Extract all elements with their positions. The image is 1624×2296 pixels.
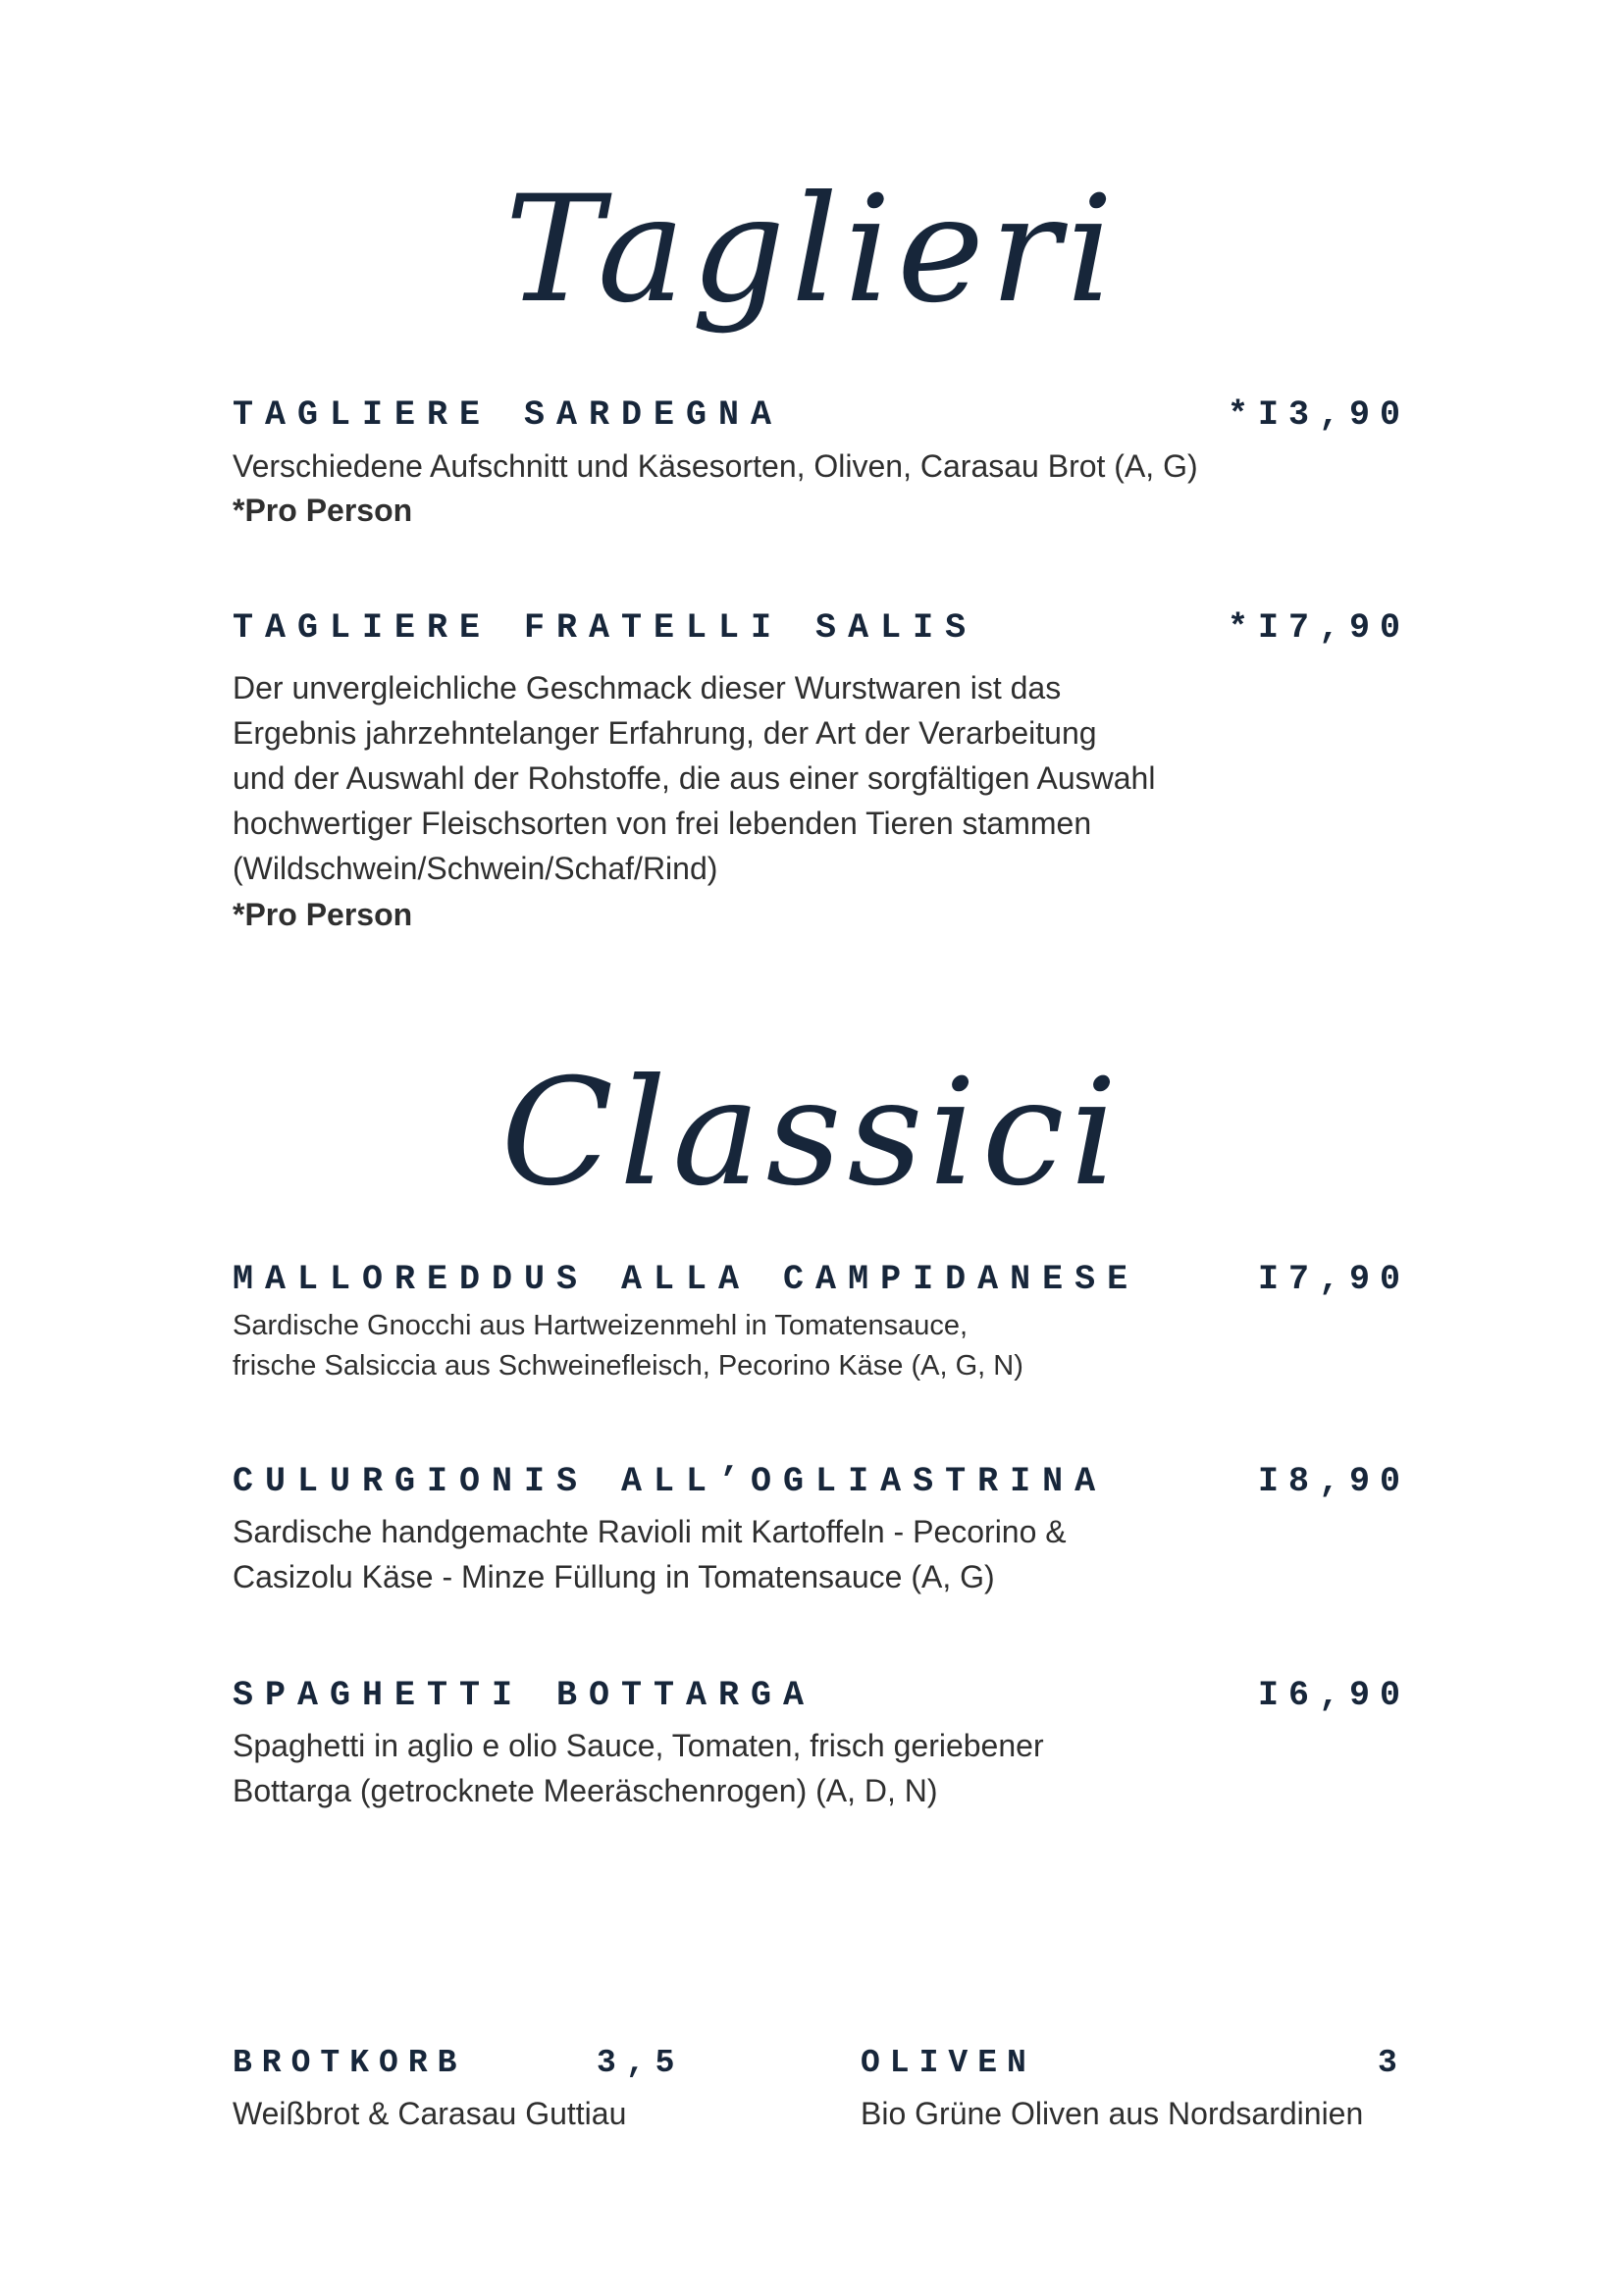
description-line: Casizolu Käse - Minze Füllung in Tomatensauce (A, G) — [233, 1559, 995, 1594]
item-price-spaghetti-bottarga: I6,90 — [1257, 1676, 1410, 1715]
extra-description-brotkorb: Weißbrot & Carasau Guttiau — [233, 2096, 627, 2131]
description-line: Ergebnis jahrzehntelanger Erfahrung, der Art der Verarbeitung — [233, 715, 1097, 751]
description-line: (Wildschwein/Schwein/Schaf/Rind) — [233, 851, 718, 886]
item-name-spaghetti-bottarga: SPAGHETTI BOTTARGA — [233, 1676, 816, 1715]
item-price-tagliere-sardegna: *I3,90 — [1227, 395, 1410, 435]
description-line: Spaghetti in aglio e olio Sauce, Tomaten, frisch geriebener — [233, 1728, 1044, 1763]
description-line: Der unvergleichliche Geschmack dieser Wurstwaren ist das — [233, 670, 1062, 705]
extra-name-oliven: OLIVEN — [861, 2045, 1036, 2081]
item-name-culurgionis: CULURGIONIS ALL’OGLIASTRINA — [233, 1462, 1108, 1501]
item-note-tagliere-fratelli-salis: *Pro Person — [233, 897, 413, 932]
item-price-tagliere-fratelli-salis: *I7,90 — [1227, 608, 1410, 648]
description-line: Bottarga (getrocknete Meeräschenrogen) (A, D, N) — [233, 1773, 938, 1808]
section-title-classici: Classici — [500, 1048, 1124, 1219]
extra-description-oliven: Bio Grüne Oliven aus Nordsardinien — [861, 2096, 1364, 2131]
description-line: Sardische handgemachte Ravioli mit Kartoffeln - Pecorino & — [233, 1514, 1067, 1549]
item-description-tagliere-fratelli-salis — [233, 665, 1292, 891]
item-price-culurgionis: I8,90 — [1257, 1462, 1410, 1501]
description-line: und der Auswahl der Rohstoffe, die aus einer sorgfältigen Auswahl — [233, 760, 1156, 796]
extra-price-brotkorb: 3,5 — [597, 2045, 685, 2081]
item-description-culurgionis — [233, 1509, 1292, 1599]
item-description-tagliere-sardegna: Verschiedene Aufschnitt und Käsesorten, Oliven, Carasau Brot (A, G) — [233, 448, 1198, 484]
description-line: hochwertiger Fleischsorten von frei lebenden Tieren stammen — [233, 806, 1092, 841]
item-name-malloreddus: MALLOREDDUS ALLA CAMPIDANESE — [233, 1260, 1140, 1299]
section-title-taglieri: Taglieri — [504, 165, 1120, 336]
extra-price-oliven: 3 — [1378, 2045, 1407, 2081]
item-description-malloreddus — [233, 1306, 1292, 1386]
item-note-tagliere-sardegna: *Pro Person — [233, 493, 413, 528]
item-price-malloreddus: I7,90 — [1257, 1260, 1410, 1299]
description-line: Sardische Gnocchi aus Hartweizenmehl in Tomatensauce, — [233, 1310, 969, 1341]
item-name-tagliere-sardegna: TAGLIERE SARDEGNA — [233, 395, 784, 435]
item-name-tagliere-fratelli-salis: TAGLIERE FRATELLI SALIS — [233, 608, 978, 648]
item-description-spaghetti-bottarga — [233, 1723, 1292, 1813]
description-line: frische Salsiccia aus Schweinefleisch, Pecorino Käse (A, G, N) — [233, 1350, 1023, 1382]
extra-name-brotkorb: BROTKORB — [233, 2045, 467, 2081]
